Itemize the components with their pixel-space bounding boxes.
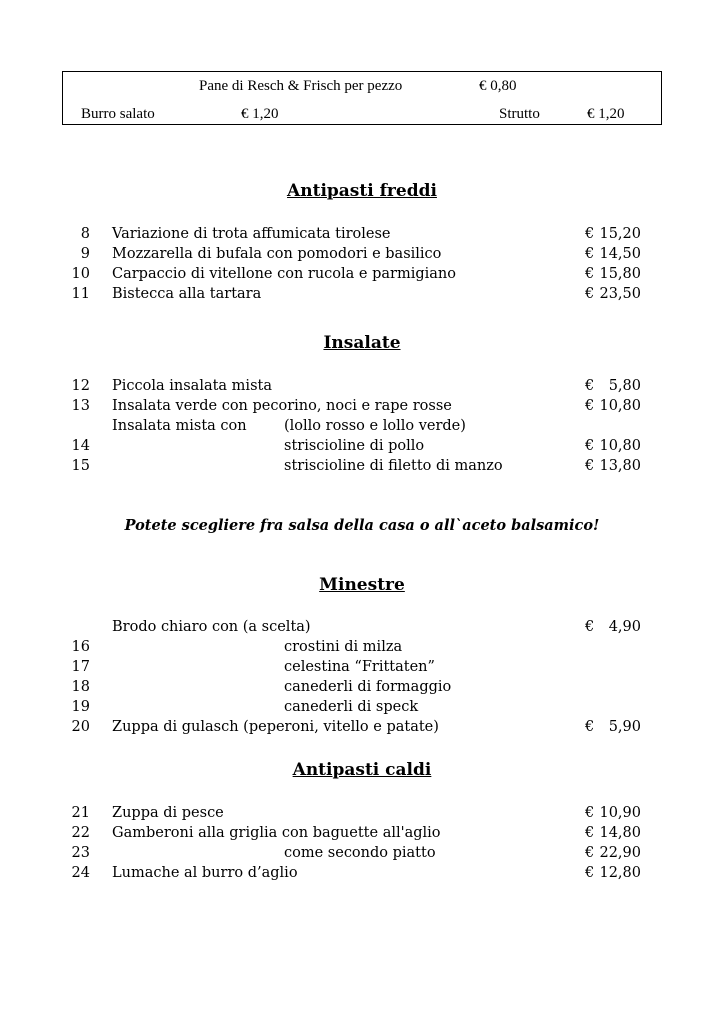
item-description: Gamberoni alla griglia con baguette all'aglio [112, 825, 441, 841]
menu-row [0, 805, 724, 825]
currency: € [585, 286, 595, 302]
section-title-insalate: Insalate [323, 333, 401, 353]
item-price: 15,80 [599, 266, 641, 282]
menu-row [0, 845, 724, 865]
item-number: 15 [71, 458, 90, 474]
menu-row [0, 286, 724, 306]
menu-row [0, 865, 724, 885]
item-price: 10,90 [599, 805, 641, 821]
item-number: 12 [71, 378, 90, 394]
item-price: 12,80 [599, 865, 641, 881]
section-title-minestre: Minestre [319, 575, 405, 595]
item-description: Insalata verde con pecorino, noci e rape rosse [112, 398, 452, 414]
item-number: 16 [71, 639, 90, 655]
item-option: striscioline di filetto di manzo [284, 458, 503, 474]
currency: € [585, 845, 595, 861]
menu-row [0, 699, 724, 719]
item-number: 13 [71, 398, 90, 414]
menu-row [0, 659, 724, 679]
item-number: 11 [71, 286, 90, 302]
currency: € [585, 865, 595, 881]
dressing-note: Potete scegliere fra salsa della casa o all`aceto balsamico! [124, 517, 600, 534]
menu-row [0, 438, 724, 458]
currency: € [585, 266, 595, 282]
menu-row [0, 418, 724, 438]
currency: € [585, 438, 595, 454]
section-title-antipasti-freddi: Antipasti freddi [287, 181, 437, 201]
item-description: Zuppa di pesce [112, 805, 224, 821]
item-option: striscioline di pollo [284, 438, 425, 454]
butter-label: Burro salato [81, 106, 155, 122]
currency: € [585, 805, 595, 821]
menu-row [0, 246, 724, 266]
item-price: 22,90 [599, 845, 641, 861]
item-number: 23 [71, 845, 90, 861]
menu-row [0, 719, 724, 739]
item-description: Piccola insalata mista [112, 378, 272, 394]
item-number: 14 [71, 438, 90, 454]
bread-box [62, 71, 662, 125]
item-number: 20 [71, 719, 90, 735]
item-description: Bistecca alla tartara [112, 286, 262, 302]
bread-label: Pane di Resch & Frisch per pezzo [199, 78, 403, 94]
item-price: 10,80 [599, 438, 641, 454]
menu-row [0, 639, 724, 659]
item-option: come secondo piatto [284, 845, 436, 861]
item-price: 23,50 [599, 286, 641, 302]
item-price: 4,90 [608, 619, 641, 635]
item-number: 24 [71, 865, 90, 881]
item-option: canederli di speck [284, 699, 419, 715]
menu-row [0, 226, 724, 246]
item-price: 5,80 [608, 378, 641, 394]
item-description: Zuppa di gulasch (peperoni, vitello e patate) [112, 719, 439, 735]
menu-row [0, 619, 724, 639]
currency: € [585, 226, 595, 242]
item-number: 22 [71, 825, 90, 841]
item-description: Brodo chiaro con (a scelta) [112, 619, 311, 635]
currency: € [585, 246, 595, 262]
item-number: 9 [80, 246, 90, 262]
lard-price: € 1,20 [587, 106, 625, 122]
item-number: 8 [80, 226, 90, 242]
menu-row [0, 679, 724, 699]
section-title-antipasti-caldi: Antipasti caldi [292, 760, 432, 780]
menu-row [0, 825, 724, 845]
item-price: 5,90 [608, 719, 641, 735]
currency: € [585, 398, 595, 414]
item-option: celestina “Frittaten” [284, 659, 435, 675]
item-option: canederli di formaggio [284, 679, 452, 695]
item-description: Mozzarella di bufala con pomodori e basilico [112, 246, 442, 262]
item-price: 14,50 [599, 246, 641, 262]
item-number: 19 [71, 699, 90, 715]
item-number: 21 [71, 805, 90, 821]
item-number: 10 [71, 266, 90, 282]
menu-row [0, 458, 724, 478]
item-description: Carpaccio di vitellone con rucola e parmigiano [112, 266, 456, 282]
menu-row [0, 378, 724, 398]
item-number: 18 [71, 679, 90, 695]
item-price: 13,80 [599, 458, 641, 474]
menu-row [0, 266, 724, 286]
item-price: 10,80 [599, 398, 641, 414]
menu-row [0, 398, 724, 418]
bread-price: € 0,80 [479, 78, 517, 94]
item-description: Variazione di trota affumicata tirolese [112, 226, 391, 242]
currency: € [585, 458, 595, 474]
item-number: 17 [71, 659, 90, 675]
currency: € [585, 378, 595, 394]
item-description: Lumache al burro d’aglio [112, 865, 298, 881]
item-description: Insalata mista con [112, 418, 247, 434]
currency: € [585, 719, 595, 735]
item-option: crostini di milza [284, 639, 403, 655]
lard-label: Strutto [499, 106, 540, 122]
item-price: 15,20 [599, 226, 641, 242]
item-price: 14,80 [599, 825, 641, 841]
currency: € [585, 619, 595, 635]
currency: € [585, 825, 595, 841]
butter-price: € 1,20 [241, 106, 279, 122]
item-option: (lollo rosso e lollo verde) [284, 418, 466, 434]
